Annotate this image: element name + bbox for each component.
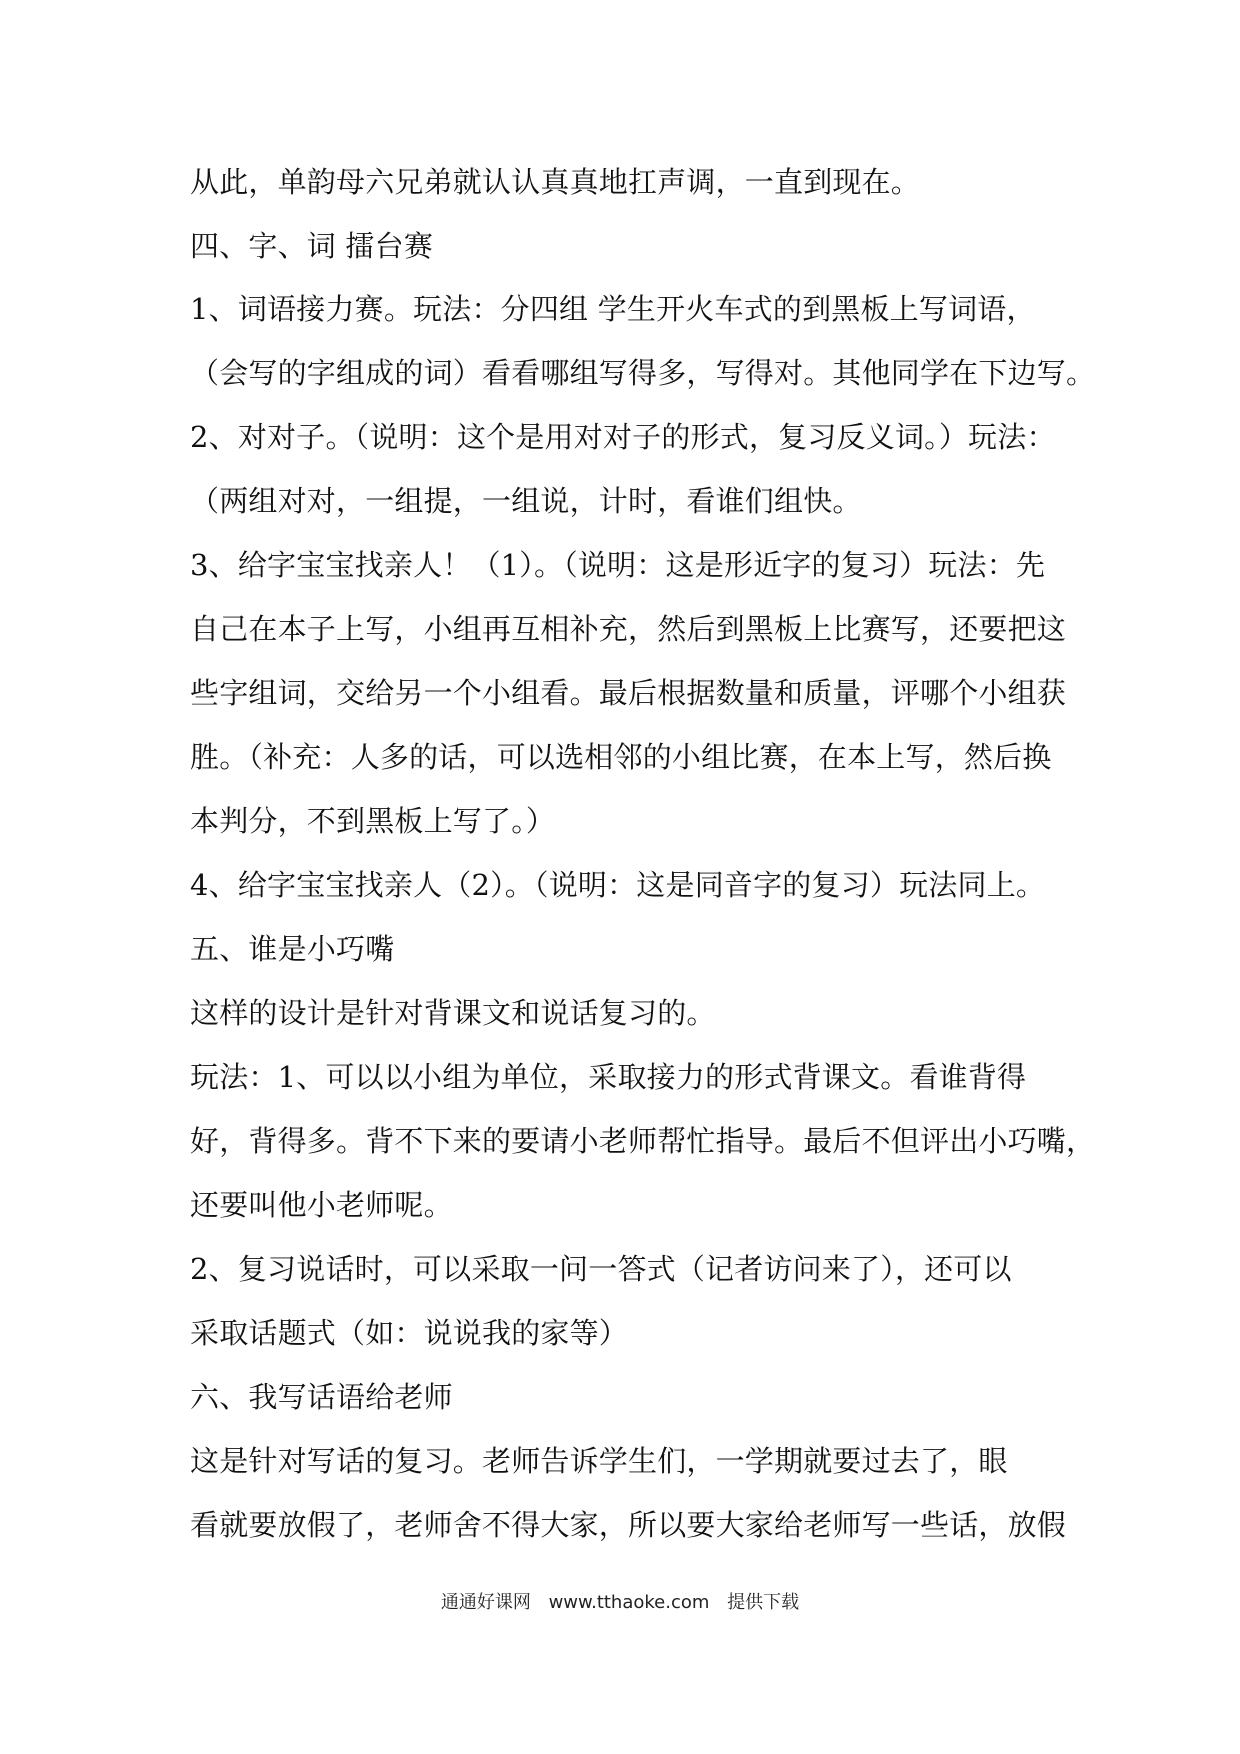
text-line-15: 玩法：1、可以以小组为单位，采取接力的形式背课文。看谁背得 [190, 1060, 1027, 1094]
text-line-9: 些字组词，交给另一个小组看。最后根据数量和质量，评哪个小组获 [190, 676, 1067, 710]
section-heading-4: 四、字、词 擂台赛 [190, 229, 434, 263]
footer-site-name: 通通好课网 [440, 1592, 531, 1613]
page-footer [0, 1588, 1240, 1614]
text-line-19: 采取话题式（如：说说我的家等） [190, 1316, 629, 1350]
text-line-16: 好，背得多。背不下来的要请小老师帮忙指导。最后不但评出小巧嘴， [190, 1124, 1096, 1158]
text-line-3: 1、词语接力赛。玩法：分四组 学生开火车式的到黑板上写词语， [190, 292, 1036, 326]
text-line-8: 自己在本子上写，小组再互相补充，然后到黑板上比赛写，还要把这 [190, 612, 1067, 646]
footer-download-text: 提供下载 [727, 1592, 800, 1613]
text-line-10: 胜。（补充：人多的话，可以选相邻的小组比赛，在本上写，然后换 [190, 740, 1052, 774]
text-line-4: （会写的字组成的词）看看哪组写得多，写得对。其他同学在下边写。 [190, 356, 1096, 390]
section-heading-6: 六、我写话语给老师 [190, 1380, 453, 1414]
text-line-14: 这样的设计是针对背课文和说话复习的。 [190, 996, 716, 1030]
text-line-6: （两组对对，一组提，一组说，计时，看谁们组快。 [190, 484, 862, 518]
footer-url-link[interactable]: www.tthaoke.com [548, 1592, 710, 1613]
text-line-11: 本判分，不到黑板上写了。） [190, 804, 556, 838]
text-line-12: 4、给字宝宝找亲人（2）。（说明：这是同音字的复习）玩法同上。 [190, 868, 1046, 902]
text-line-5: 2、对对子。（说明：这个是用对对子的形式，复习反义词。）玩法： [190, 420, 1056, 454]
text-line-22: 看就要放假了，老师舍不得大家，所以要大家给老师写一些话，放假 [190, 1508, 1067, 1542]
text-line-18: 2、复习说话时，可以采取一问一答式（记者访问来了），还可以 [190, 1252, 1012, 1286]
text-line-7: 3、给字宝宝找亲人！（1）。（说明：这是形近字的复习）玩法：先 [190, 548, 1046, 582]
text-line-1: 从此，单韵母六兄弟就认认真真地扛声调，一直到现在。 [190, 165, 921, 199]
text-line-21: 这是针对写话的复习。老师告诉学生们，一学期就要过去了，眼 [190, 1444, 1008, 1478]
section-heading-5: 五、谁是小巧嘴 [190, 932, 395, 966]
text-line-17: 还要叫他小老师呢。 [190, 1188, 453, 1222]
